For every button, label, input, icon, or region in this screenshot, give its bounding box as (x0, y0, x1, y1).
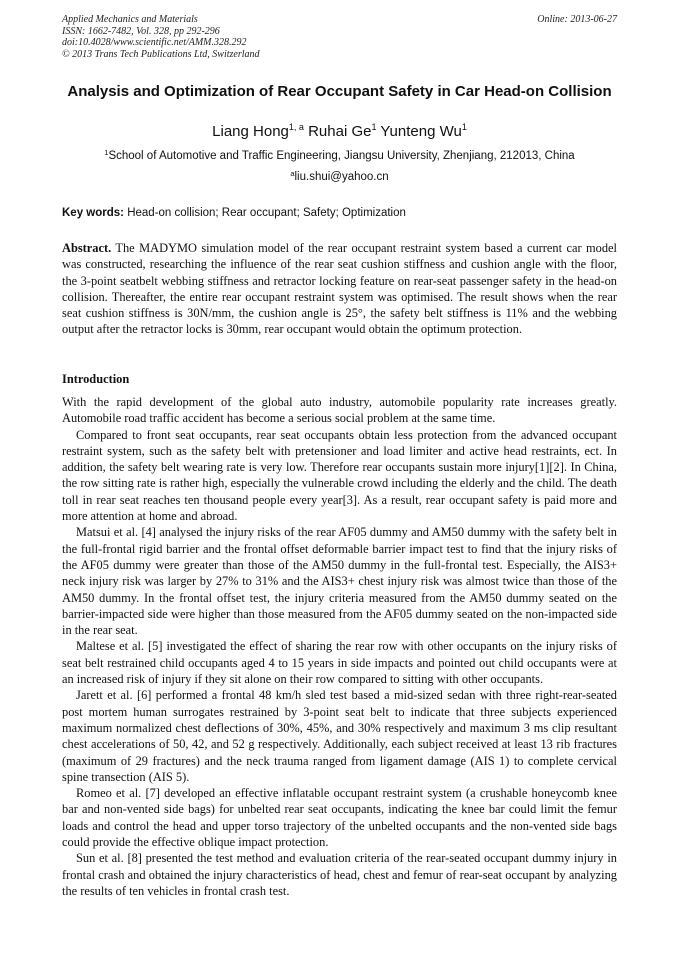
paragraph: Romeo et al. [7] developed an effective inflatable occupant restraint system (a crushable honeycomb knee bar and non-vented side bags) for unbelted rear seat occupants, indicating the knee bar could limit the femur loads and control the head and upper torso trajectory of the unbelted occupants and the non-vented side bags could provide the effective oblique impact protection. (62, 786, 617, 850)
abstract-label: Abstract. (62, 241, 112, 255)
keywords-text: Head-on collision; Rear occupant; Safety; Optimization (127, 207, 406, 219)
keywords (62, 206, 617, 221)
introduction-body (62, 394, 617, 899)
email-address[interactable]: liu.shui@yahoo.cn (294, 171, 389, 183)
affiliation-text: School of Automotive and Traffic Engineering, Jiangsu University, Zhenjiang, 212013, China (108, 150, 575, 162)
author-name: Liang Hong (212, 123, 289, 140)
author-list (62, 123, 617, 141)
paragraph: Matsui et al. [4] analysed the injury risks of the rear AF05 dummy and AM50 dummy with the safety belt in the full-frontal rigid barrier and the frontal offset deformable barrier impact test to find that the injury risks of the AF05 dummy were greater than those of the AM50 dummy in the full-frontal test. Especially, the AIS3+ neck injury risk was larger by 27% to 31% and the AIS3+ chest injury risk was almost twice than those of the AM50 dummy. In the frontal offset test, the injury criteria measured from the AM50 dummy seated on the barrier-impacted side were higher than those measured from the AF05 dummy seated on the non-impacted side in the rear seat. (62, 525, 617, 638)
paragraph: Compared to front seat occupants, rear seat occupants obtain less protection from the advanced occupant restraint system, such as the safety belt with pretensioner and load limiter and active head restraints, ect. In addition, the safety belt wearing rate is very low. Therefore rear occupants sustain more injury[1][2]. In China, the row sitting rate is rather high, especially the vulnerable crowd including the elderly and the child. The death toll in rear seat reaches ten thousand people every year[3]. As a result, rear occupant safety is paid more and more attention at home and abroad. (62, 427, 617, 524)
author-affiliation-mark: 1, a (288, 122, 304, 132)
journal-header (62, 14, 617, 60)
paragraph: Jarett et al. [6] performed a frontal 48 km/h sled test based a mid-sized sedan with three right-rear-seated post mortem human surrogates restrained by 3-point seat belt to indicate that three subjects experienced maximum normalized chest deflections of 30%, 45%, and 30% respectively and maximum 3 ms clip resultant chest accelerations of 50, 42, and 52 g respectively. Additionally, each subject received at least 13 rib fractures (maximum of 29 fractures) and the neck trauma ranged from ligament damage (AIS 1) to complete cervical spine transection (AIS 5). (62, 688, 617, 784)
keywords-label: Key words: (62, 207, 124, 219)
affiliation (62, 149, 617, 164)
doi-line[interactable]: doi:10.4028/www.scientific.net/AMM.328.292 (62, 37, 247, 48)
abstract (62, 240, 617, 338)
section-heading-introduction: Introduction (62, 372, 130, 386)
author-affiliation-mark: 1 (371, 122, 377, 132)
copyright-line: © 2013 Trans Tech Publications Ltd, Switzerland (62, 48, 260, 60)
issn-line: ISSN: 1662-7482, Vol. 328, pp 292-296 (62, 25, 220, 37)
paragraph: Maltese et al. [5] investigated the effect of sharing the rear row with other occupants on the injury risks of seat belt restrained child occupants aged 4 to 15 years in side impacts and pointed out child occupants were at an increased risk of injury if they sit alone on their row compared to sitting with other occupants. (62, 639, 617, 687)
affiliation-mark: 1 (104, 148, 109, 157)
journal-name: Applied Mechanics and Materials (62, 14, 198, 25)
author-email (62, 170, 617, 185)
author-name: Ruhai Ge (308, 123, 372, 140)
author-affiliation-mark: 1 (461, 122, 467, 132)
paper-title: Analysis and Optimization of Rear Occupant Safety in Car Head-on Collision (67, 83, 612, 100)
paragraph: With the rapid development of the global auto industry, automobile popularity rate increases greatly. Automobile road traffic accident has become a serious social problem at the same time. (62, 395, 617, 426)
paragraph: Sun et al. [8] presented the test method and evaluation criteria of the rear-seated occupant dummy injury in frontal crash and obtained the injury characteristics of head, chest and femur of rear-seat occupant by analyzing the results of ten vehicles in frontal crash test. (62, 851, 617, 898)
abstract-text: The MADYMO simulation model of the rear occupant restraint system based a current car model was constructed, researching the influence of the rear seat cushion stiffness and cushion angle with the floor, the 3-point seatbelt webbing stiffness and retractor locking feature on rear-seat passenger safety in the head-on collision. Thereafter, the entire rear occupant restraint system was optimised. The result shows when the rear seat cushion stiffness is 30N/mm, the cushion angle is 25°, the safety belt stiffness is 11% and the webbing output after the retractor locks is 30mm, rear occupant would obtain the optimum protection. (62, 241, 617, 337)
email-mark: a (290, 169, 295, 178)
author-name: Yunteng Wu (380, 123, 462, 140)
online-date: Online: 2013-06-27 (537, 14, 617, 25)
